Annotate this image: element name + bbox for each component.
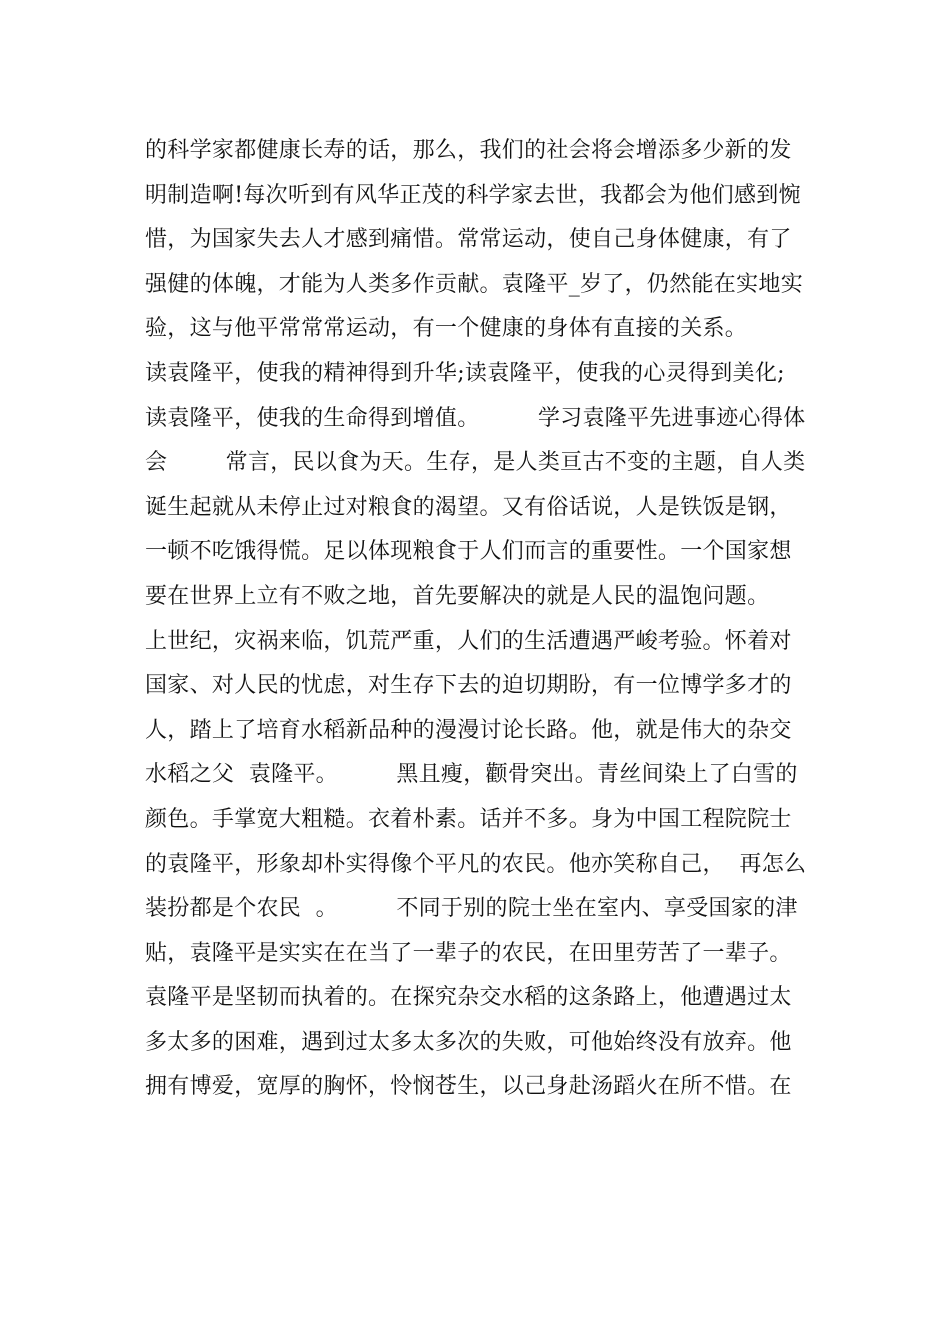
text-line: 人，踏上了培育水稻新品种的漫漫讨论长路。他，就是伟大的杂交: [145, 717, 792, 743]
text-line: 会 常言，民以食为天。生存，是人类亘古不变的主题，自人类: [145, 450, 806, 476]
text-line: 水稻之父 袁隆平。 黑且瘦，颧骨突出。青丝间染上了白雪的: [145, 762, 798, 788]
text-line: 拥有博爱，宽厚的胸怀，怜悯苍生，以己身赴汤蹈火在所不惜。在: [145, 1074, 792, 1100]
body-text: [145, 129, 815, 1110]
text-line: 读袁隆平，使我的生命得到增值。 学习袁隆平先进事迹心得体: [145, 405, 806, 431]
text-line: 国家、对人民的忧虑，对生存下去的迫切期盼，有一位博学多才的: [145, 673, 792, 699]
text-line: 装扮都是个农民 。 不同于别的院士坐在室内、享受国家的津: [145, 896, 798, 922]
text-line: 惜，为国家失去人才感到痛惜。常常运动，使自己身体健康，有了: [145, 227, 792, 253]
text-line: 的科学家都健康长寿的话，那么，我们的社会将会增添多少新的发: [145, 138, 792, 163]
text-line: 读袁隆平，使我的精神得到升华;读袁隆平，使我的心灵得到美化;: [145, 360, 785, 386]
text-line: 一顿不吃饿得慌。足以体现粮食于人们而言的重要性。一个国家想: [145, 539, 792, 565]
text-line: 上世纪，灾祸来临，饥荒严重，人们的生活遭遇严峻考验。怀着对: [145, 628, 792, 654]
text-line: 多太多的困难，遇到过太多太多次的失败，可他始终没有放弃。他: [145, 1029, 792, 1055]
text-line: 验，这与他平常常常运动，有一个健康的身体有直接的关系。: [145, 316, 748, 342]
text-line: 颜色。手掌宽大粗糙。衣着朴素。话并不多。身为中国工程院院士: [145, 806, 792, 832]
text-line: 贴，袁隆平是实实在在当了一辈子的农民，在田里劳苦了一辈子。: [145, 940, 792, 966]
text-line: 强健的体魄，才能为人类多作贡献。袁隆平_岁了，仍然能在实地实: [145, 271, 804, 297]
text-line: 明制造啊!每次听到有风华正茂的科学家去世，我都会为他们感到惋: [145, 182, 801, 208]
text-line: 要在世界上立有不败之地，首先要解决的就是人民的温饱问题。: [145, 583, 770, 609]
text-line: 袁隆平是坚韧而执着的。在探究杂交水稻的这条路上，他遭遇过太: [145, 985, 792, 1011]
text-line: 诞生起就从未停止过对粮食的渴望。又有俗话说，人是铁饭是钢，: [145, 494, 792, 520]
text-line: 的袁隆平，形象却朴实得像个平凡的农民。他亦笑称自己， 再怎么: [145, 851, 807, 877]
